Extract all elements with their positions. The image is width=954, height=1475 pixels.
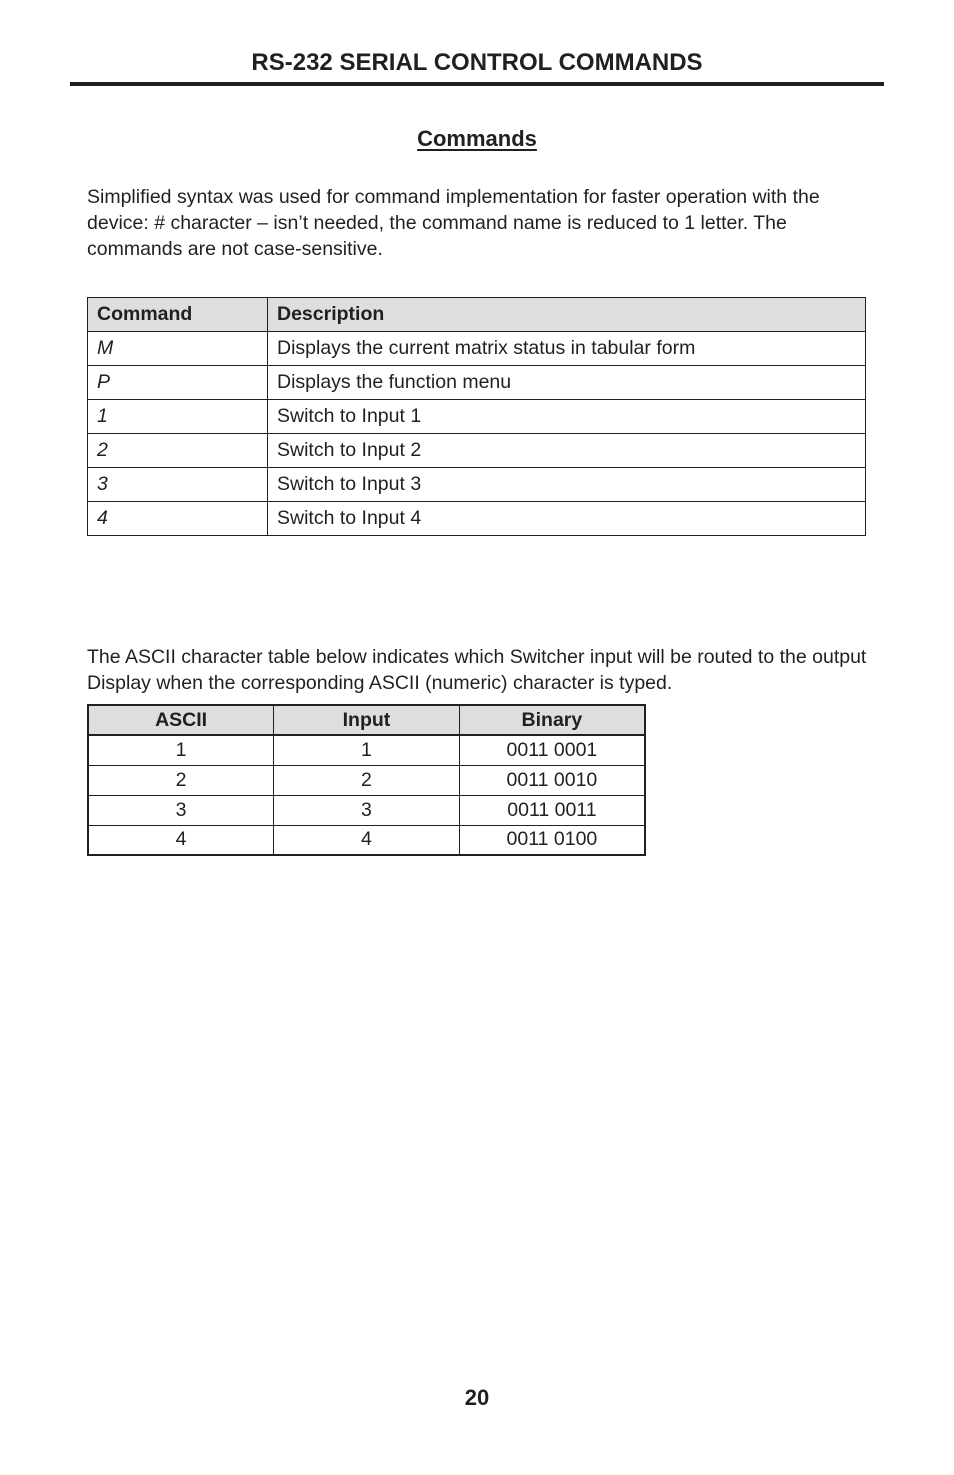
input-cell: 3 <box>274 795 460 825</box>
description-cell: Switch to Input 4 <box>268 502 866 536</box>
binary-cell: 0011 0100 <box>459 825 645 855</box>
table-row <box>88 434 866 468</box>
header-divider <box>70 82 884 86</box>
column-header-ascii: ASCII <box>88 705 274 735</box>
column-header-binary: Binary <box>459 705 645 735</box>
page-number: 20 <box>464 1385 490 1410</box>
description-cell: Switch to Input 1 <box>268 400 866 434</box>
ascii-intro-paragraph: The ASCII character table below indicates which Switcher input will be routed to the output Display when the corresponding ASCII (numeric) character is typed. <box>87 645 867 694</box>
description-cell: Displays the current matrix status in tabular form <box>268 332 866 366</box>
binary-cell: 0011 0001 <box>459 735 645 765</box>
input-cell: 1 <box>274 735 460 765</box>
table-row <box>88 765 645 795</box>
ascii-table <box>87 704 646 856</box>
table-header-row <box>88 298 866 332</box>
command-cell: M <box>88 332 268 366</box>
table-row <box>88 332 866 366</box>
table-row <box>88 825 645 855</box>
command-cell: P <box>88 366 268 400</box>
column-header-command: Command <box>88 298 268 332</box>
input-cell: 4 <box>274 825 460 855</box>
description-cell: Switch to Input 3 <box>268 468 866 502</box>
binary-cell: 0011 0011 <box>459 795 645 825</box>
intro-paragraph: Simplified syntax was used for command implementation for faster operation with the device: # character – isn’t needed, the command name is reduced to 1 letter. The commands are not case-sensitive. <box>87 185 820 260</box>
column-header-description: Description <box>268 298 866 332</box>
command-table <box>87 297 866 536</box>
table-row <box>88 735 645 765</box>
table-row <box>88 795 645 825</box>
binary-cell: 0011 0010 <box>459 765 645 795</box>
description-cell: Switch to Input 2 <box>268 434 866 468</box>
command-cell: 2 <box>88 434 268 468</box>
table-row <box>88 468 866 502</box>
column-header-input: Input <box>274 705 460 735</box>
command-cell: 1 <box>88 400 268 434</box>
ascii-cell: 3 <box>88 795 274 825</box>
ascii-cell: 1 <box>88 735 274 765</box>
description-cell: Displays the function menu <box>268 366 866 400</box>
command-cell: 4 <box>88 502 268 536</box>
command-cell: 3 <box>88 468 268 502</box>
table-row <box>88 502 866 536</box>
table-header-row <box>88 705 645 735</box>
page-title: RS-232 SERIAL CONTROL COMMANDS <box>251 49 703 76</box>
ascii-cell: 4 <box>88 825 274 855</box>
table-row <box>88 400 866 434</box>
ascii-cell: 2 <box>88 765 274 795</box>
section-heading: Commands <box>417 126 537 151</box>
table-row <box>88 366 866 400</box>
input-cell: 2 <box>274 765 460 795</box>
